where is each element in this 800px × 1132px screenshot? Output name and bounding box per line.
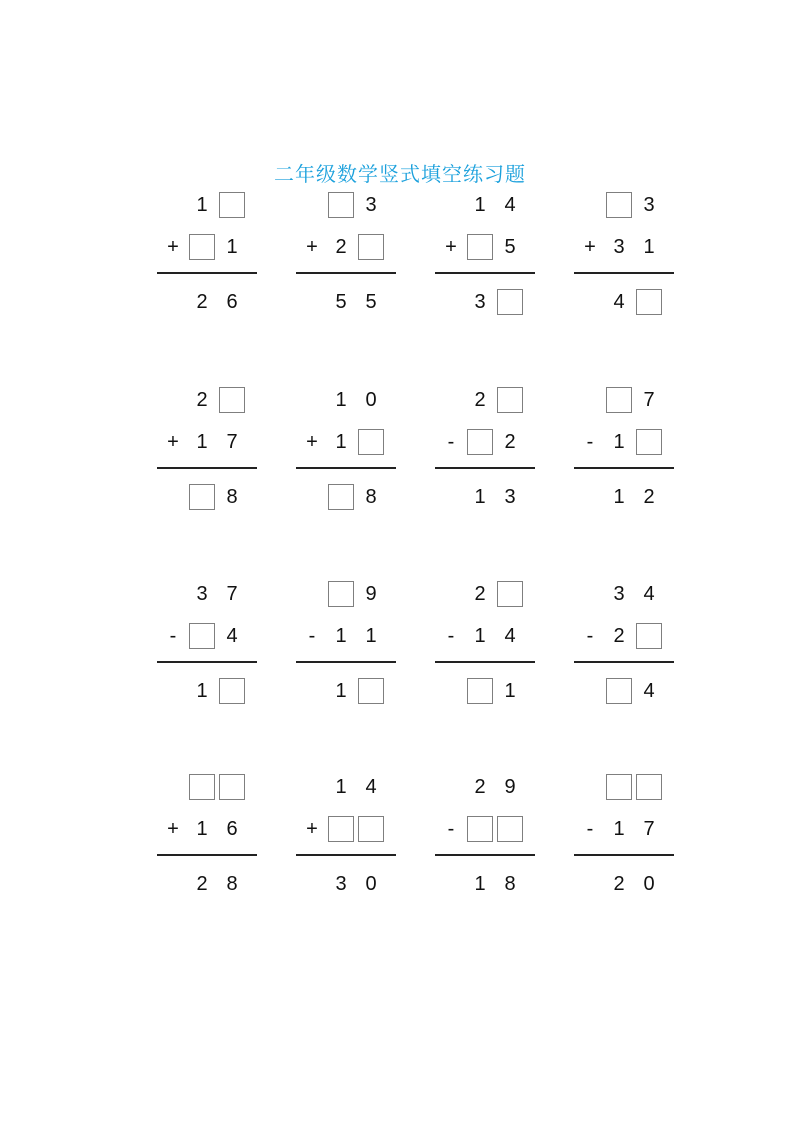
tens-digit: 1 bbox=[613, 818, 625, 840]
ones-digit: 2 bbox=[504, 431, 516, 453]
tens-digit: 1 bbox=[335, 431, 347, 453]
tens-digit: 2 bbox=[613, 873, 625, 895]
tens-blank-cell bbox=[187, 773, 217, 801]
ones-blank-cell bbox=[356, 428, 386, 456]
ones-digit: 7 bbox=[643, 818, 655, 840]
sum-line bbox=[157, 272, 257, 274]
minus-sign: - bbox=[586, 431, 594, 453]
sum-line bbox=[435, 467, 535, 469]
ones-digit: 5 bbox=[365, 291, 377, 313]
plus-sign: + bbox=[306, 236, 318, 258]
problem-3 bbox=[435, 191, 535, 321]
answer-box[interactable] bbox=[328, 484, 354, 510]
top-number-row bbox=[435, 191, 535, 219]
sum-line bbox=[296, 854, 396, 856]
tens-digit: 1 bbox=[474, 194, 486, 216]
minus-sign: - bbox=[308, 625, 316, 647]
top-number-row bbox=[296, 580, 396, 608]
second-number-row bbox=[435, 428, 535, 456]
tens-digit: 1 bbox=[474, 486, 486, 508]
tens-digit: 2 bbox=[474, 389, 486, 411]
top-number-row bbox=[296, 191, 396, 219]
plus-sign: + bbox=[584, 236, 596, 258]
minus-sign: - bbox=[447, 431, 455, 453]
second-number-row bbox=[574, 233, 674, 261]
tens-digit: 3 bbox=[196, 583, 208, 605]
answer-box[interactable] bbox=[467, 816, 493, 842]
tens-digit: 3 bbox=[474, 291, 486, 313]
ones-digit: 6 bbox=[226, 818, 238, 840]
tens-digit: 3 bbox=[335, 873, 347, 895]
answer-box[interactable] bbox=[497, 289, 523, 315]
second-number-row bbox=[435, 233, 535, 261]
ones-digit: 6 bbox=[226, 291, 238, 313]
top-number-row bbox=[435, 386, 535, 414]
problem-14 bbox=[296, 773, 396, 903]
second-number-row bbox=[435, 815, 535, 843]
tens-blank-cell bbox=[326, 815, 356, 843]
ones-blank-cell bbox=[634, 428, 664, 456]
answer-box[interactable] bbox=[467, 429, 493, 455]
ones-blank-cell bbox=[356, 677, 386, 705]
second-number-row bbox=[157, 815, 257, 843]
second-number-row bbox=[574, 622, 674, 650]
plus-sign: + bbox=[306, 431, 318, 453]
result-number-row bbox=[157, 870, 257, 898]
answer-box[interactable] bbox=[606, 678, 632, 704]
result-number-row bbox=[435, 677, 535, 705]
result-number-row bbox=[435, 870, 535, 898]
tens-digit: 2 bbox=[613, 625, 625, 647]
answer-box[interactable] bbox=[358, 816, 384, 842]
sum-line bbox=[157, 854, 257, 856]
minus-sign: - bbox=[447, 818, 455, 840]
top-number-row bbox=[435, 773, 535, 801]
problem-7 bbox=[435, 386, 535, 516]
ones-digit: 4 bbox=[504, 625, 516, 647]
plus-sign: + bbox=[445, 236, 457, 258]
tens-digit: 1 bbox=[335, 680, 347, 702]
second-number-row bbox=[157, 622, 257, 650]
plus-sign: + bbox=[306, 818, 318, 840]
ones-blank-cell bbox=[634, 773, 664, 801]
problem-13 bbox=[157, 773, 257, 903]
tens-digit: 1 bbox=[196, 680, 208, 702]
tens-blank-cell bbox=[326, 191, 356, 219]
answer-box[interactable] bbox=[497, 387, 523, 413]
tens-digit: 1 bbox=[335, 625, 347, 647]
result-number-row bbox=[296, 870, 396, 898]
ones-blank-cell bbox=[495, 815, 525, 843]
answer-box[interactable] bbox=[358, 678, 384, 704]
second-number-row bbox=[296, 622, 396, 650]
result-number-row bbox=[157, 483, 257, 511]
tens-blank-cell bbox=[465, 677, 495, 705]
result-number-row bbox=[296, 483, 396, 511]
answer-box[interactable] bbox=[189, 234, 215, 260]
sum-line bbox=[296, 661, 396, 663]
ones-digit: 0 bbox=[365, 873, 377, 895]
tens-digit: 2 bbox=[335, 236, 347, 258]
ones-blank-cell bbox=[217, 386, 247, 414]
answer-box[interactable] bbox=[497, 581, 523, 607]
answer-box[interactable] bbox=[636, 429, 662, 455]
answer-box[interactable] bbox=[219, 678, 245, 704]
top-number-row bbox=[574, 580, 674, 608]
top-number-row bbox=[157, 773, 257, 801]
ones-digit: 8 bbox=[365, 486, 377, 508]
plus-sign: + bbox=[167, 236, 179, 258]
tens-blank-cell bbox=[326, 580, 356, 608]
ones-digit: 4 bbox=[504, 194, 516, 216]
answer-box[interactable] bbox=[189, 623, 215, 649]
second-number-row bbox=[157, 428, 257, 456]
sum-line bbox=[296, 272, 396, 274]
tens-digit: 1 bbox=[196, 818, 208, 840]
minus-sign: - bbox=[447, 625, 455, 647]
ones-digit: 3 bbox=[365, 194, 377, 216]
ones-digit: 7 bbox=[226, 583, 238, 605]
sum-line bbox=[574, 272, 674, 274]
tens-digit: 1 bbox=[196, 431, 208, 453]
tens-blank-cell bbox=[326, 483, 356, 511]
answer-box[interactable] bbox=[328, 192, 354, 218]
second-number-row bbox=[296, 428, 396, 456]
tens-digit: 2 bbox=[474, 583, 486, 605]
second-number-row bbox=[157, 233, 257, 261]
tens-digit: 3 bbox=[613, 583, 625, 605]
result-number-row bbox=[574, 483, 674, 511]
ones-digit: 0 bbox=[643, 873, 655, 895]
tens-digit: 2 bbox=[196, 291, 208, 313]
answer-box[interactable] bbox=[606, 774, 632, 800]
problem-12 bbox=[574, 580, 674, 710]
problem-10 bbox=[296, 580, 396, 710]
tens-blank-cell bbox=[187, 622, 217, 650]
tens-digit: 1 bbox=[196, 194, 208, 216]
top-number-row bbox=[574, 191, 674, 219]
tens-digit: 1 bbox=[613, 431, 625, 453]
answer-box[interactable] bbox=[219, 774, 245, 800]
top-number-row bbox=[157, 386, 257, 414]
top-number-row bbox=[435, 580, 535, 608]
top-number-row bbox=[574, 773, 674, 801]
answer-box[interactable] bbox=[219, 192, 245, 218]
second-number-row bbox=[574, 815, 674, 843]
answer-box[interactable] bbox=[358, 429, 384, 455]
sum-line bbox=[157, 467, 257, 469]
ones-digit: 8 bbox=[226, 486, 238, 508]
tens-blank-cell bbox=[604, 773, 634, 801]
tens-blank-cell bbox=[187, 233, 217, 261]
tens-digit: 5 bbox=[335, 291, 347, 313]
result-number-row bbox=[157, 677, 257, 705]
ones-digit: 9 bbox=[504, 776, 516, 798]
tens-blank-cell bbox=[465, 233, 495, 261]
ones-digit: 7 bbox=[226, 431, 238, 453]
ones-digit: 1 bbox=[643, 236, 655, 258]
tens-digit: 2 bbox=[196, 389, 208, 411]
tens-digit: 2 bbox=[196, 873, 208, 895]
minus-sign: - bbox=[169, 625, 177, 647]
ones-digit: 4 bbox=[365, 776, 377, 798]
ones-blank-cell bbox=[217, 677, 247, 705]
problem-16 bbox=[574, 773, 674, 903]
tens-digit: 2 bbox=[474, 776, 486, 798]
problem-15 bbox=[435, 773, 535, 903]
problem-4 bbox=[574, 191, 674, 321]
result-number-row bbox=[296, 288, 396, 316]
result-number-row bbox=[435, 483, 535, 511]
ones-blank-cell bbox=[634, 288, 664, 316]
answer-box[interactable] bbox=[189, 774, 215, 800]
answer-box[interactable] bbox=[467, 678, 493, 704]
minus-sign: - bbox=[586, 625, 594, 647]
second-number-row bbox=[296, 815, 396, 843]
answer-box[interactable] bbox=[219, 387, 245, 413]
tens-blank-cell bbox=[604, 191, 634, 219]
top-number-row bbox=[157, 580, 257, 608]
plus-sign: + bbox=[167, 818, 179, 840]
second-number-row bbox=[435, 622, 535, 650]
ones-digit: 7 bbox=[643, 389, 655, 411]
problem-8 bbox=[574, 386, 674, 516]
answer-box[interactable] bbox=[358, 234, 384, 260]
tens-blank-cell bbox=[187, 483, 217, 511]
tens-digit: 1 bbox=[613, 486, 625, 508]
minus-sign: - bbox=[586, 818, 594, 840]
tens-blank-cell bbox=[604, 677, 634, 705]
top-number-row bbox=[296, 773, 396, 801]
ones-digit: 2 bbox=[643, 486, 655, 508]
answer-box[interactable] bbox=[467, 234, 493, 260]
sum-line bbox=[574, 467, 674, 469]
answer-box[interactable] bbox=[636, 623, 662, 649]
ones-digit: 9 bbox=[365, 583, 377, 605]
sum-line bbox=[574, 661, 674, 663]
tens-digit: 1 bbox=[335, 776, 347, 798]
sum-line bbox=[296, 467, 396, 469]
problem-9 bbox=[157, 580, 257, 710]
top-number-row bbox=[157, 191, 257, 219]
ones-digit: 1 bbox=[504, 680, 516, 702]
problem-6 bbox=[296, 386, 396, 516]
result-number-row bbox=[435, 288, 535, 316]
sum-line bbox=[435, 272, 535, 274]
ones-digit: 3 bbox=[643, 194, 655, 216]
answer-box[interactable] bbox=[497, 816, 523, 842]
ones-digit: 3 bbox=[504, 486, 516, 508]
plus-sign: + bbox=[167, 431, 179, 453]
sum-line bbox=[157, 661, 257, 663]
ones-blank-cell bbox=[356, 815, 386, 843]
ones-blank-cell bbox=[217, 773, 247, 801]
sum-line bbox=[435, 854, 535, 856]
top-number-row bbox=[296, 386, 396, 414]
tens-digit: 4 bbox=[613, 291, 625, 313]
ones-blank-cell bbox=[495, 580, 525, 608]
ones-digit: 0 bbox=[365, 389, 377, 411]
tens-blank-cell bbox=[465, 815, 495, 843]
tens-digit: 1 bbox=[474, 873, 486, 895]
answer-box[interactable] bbox=[328, 581, 354, 607]
sum-line bbox=[574, 854, 674, 856]
sum-line bbox=[435, 661, 535, 663]
answer-box[interactable] bbox=[606, 387, 632, 413]
result-number-row bbox=[574, 677, 674, 705]
top-number-row bbox=[574, 386, 674, 414]
ones-blank-cell bbox=[356, 233, 386, 261]
answer-box[interactable] bbox=[328, 816, 354, 842]
problem-2 bbox=[296, 191, 396, 321]
result-number-row bbox=[574, 288, 674, 316]
tens-digit: 3 bbox=[613, 236, 625, 258]
problem-1 bbox=[157, 191, 257, 321]
ones-digit: 1 bbox=[365, 625, 377, 647]
answer-box[interactable] bbox=[636, 289, 662, 315]
tens-digit: 1 bbox=[335, 389, 347, 411]
ones-digit: 4 bbox=[226, 625, 238, 647]
problem-5 bbox=[157, 386, 257, 516]
problem-11 bbox=[435, 580, 535, 710]
result-number-row bbox=[157, 288, 257, 316]
ones-digit: 4 bbox=[643, 583, 655, 605]
ones-digit: 4 bbox=[643, 680, 655, 702]
tens-digit: 1 bbox=[474, 625, 486, 647]
answer-box[interactable] bbox=[636, 774, 662, 800]
answer-box[interactable] bbox=[189, 484, 215, 510]
second-number-row bbox=[296, 233, 396, 261]
ones-digit: 8 bbox=[226, 873, 238, 895]
tens-blank-cell bbox=[604, 386, 634, 414]
ones-digit: 5 bbox=[504, 236, 516, 258]
tens-blank-cell bbox=[465, 428, 495, 456]
answer-box[interactable] bbox=[606, 192, 632, 218]
second-number-row bbox=[574, 428, 674, 456]
page-title: 二年级数学竖式填空练习题 bbox=[274, 162, 526, 186]
ones-blank-cell bbox=[495, 288, 525, 316]
ones-blank-cell bbox=[495, 386, 525, 414]
result-number-row bbox=[574, 870, 674, 898]
ones-digit: 1 bbox=[226, 236, 238, 258]
ones-digit: 8 bbox=[504, 873, 516, 895]
ones-blank-cell bbox=[217, 191, 247, 219]
result-number-row bbox=[296, 677, 396, 705]
ones-blank-cell bbox=[634, 622, 664, 650]
